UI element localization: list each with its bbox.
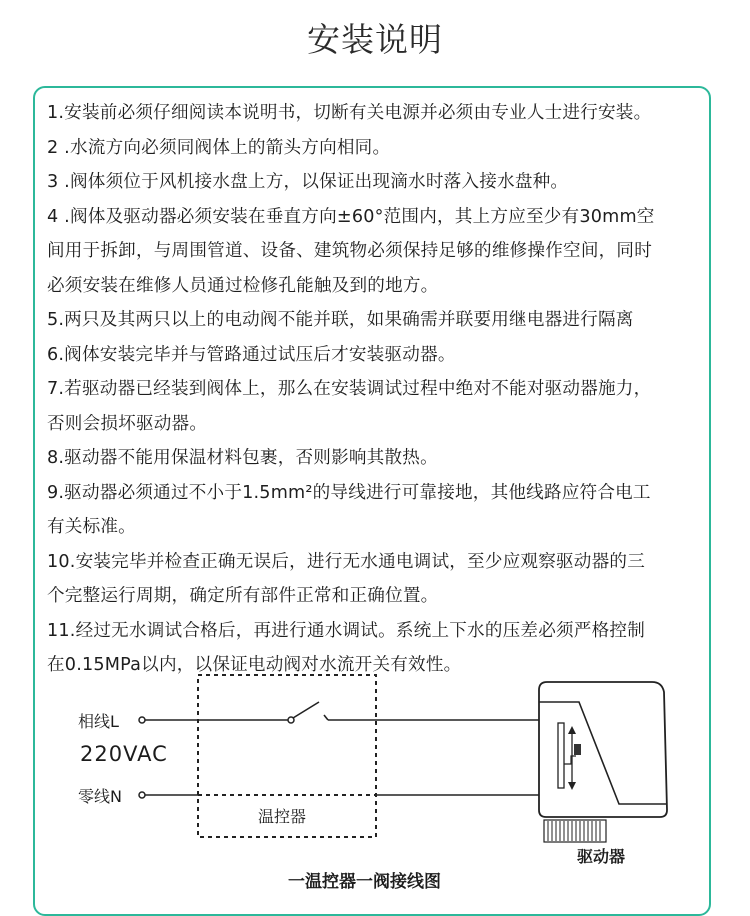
live-terminal-icon <box>139 717 145 723</box>
list-item: 在0.15MPa以内，以保证电动阀对水流开关有效性。 <box>47 655 462 675</box>
list-item: 有关标准。 <box>47 517 136 537</box>
neutral-terminal-icon <box>139 792 145 798</box>
list-item: 7.若驱动器已经装到阀体上，那么在安装调试过程中绝对不能对驱动器施力， <box>47 379 652 399</box>
voltage-label: 220VAC <box>80 742 168 766</box>
list-item: 间用于拆卸，与周围管道、设备、建筑物必须保持足够的维修操作空间，同时 <box>47 241 652 261</box>
list-item: 必须安装在维修人员通过检修孔能触及到的地方。 <box>47 275 439 296</box>
list-item: 4 .阀体及驱动器必须安装在垂直方向±60°范围内，其上方应至少有30mm空 <box>47 206 655 227</box>
switch-blade-icon <box>293 702 319 718</box>
list-item: 否则会损坏驱动器。 <box>47 413 208 434</box>
list-item: 个完整运行周期，确定所有部件正常和正确位置。 <box>47 586 439 606</box>
wiring-diagram <box>34 660 710 900</box>
page-title: 安装说明 <box>307 20 443 59</box>
actuator-icon <box>539 682 667 842</box>
actuator-label: 驱动器 <box>577 847 626 866</box>
neutral-label: 零线N <box>78 787 122 806</box>
list-item: 2 .水流方向必须同阀体上的箭头方向相同。 <box>47 137 391 158</box>
list-item: 6.阀体安装完毕并与管路通过试压后才安装驱动器。 <box>47 344 456 365</box>
switch-contact-icon <box>324 715 328 720</box>
live-label: 相线L <box>78 712 119 731</box>
diagram-caption: 一温控器一阀接线图 <box>288 872 441 892</box>
list-item: 3 .阀体须位于风机接水盘上方，以保证出现滴水时落入接水盘种。 <box>47 172 569 192</box>
list-item: 10.安装完毕并检查正确无误后，进行无水通电调试，至少应观察驱动器的三 <box>47 551 645 572</box>
list-item: 5.两只及其两只以上的电动阀不能并联，如果确需并联要用继电器进行隔离 <box>47 310 634 330</box>
list-item: 1.安装前必须仔细阅读本说明书，切断有关电源并必须由专业人士进行安装。 <box>47 103 652 123</box>
list-item: 8.驱动器不能用保温材料包裹，否则影响其散热。 <box>47 448 438 468</box>
list-item: 11.经过无水调试合格后，再进行通水调试。系统上下水的压差必须严格控制 <box>47 620 645 641</box>
list-item: 9.驱动器必须通过不小于1.5mm²的导线进行可靠接地，其他线路应符合电工 <box>47 482 651 503</box>
thermostat-label: 温控器 <box>258 807 307 826</box>
instruction-list <box>47 96 707 683</box>
